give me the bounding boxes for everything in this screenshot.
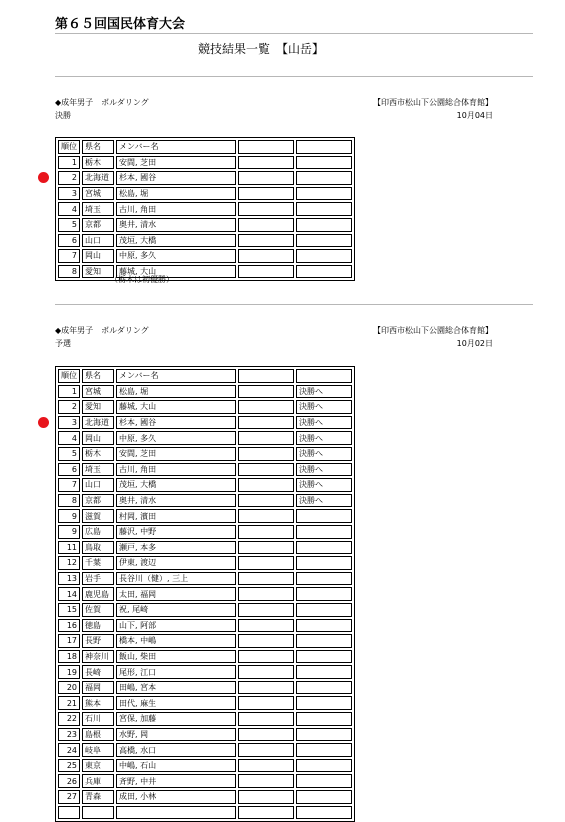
table-row	[58, 681, 352, 695]
prefecture-cell: 栃木	[82, 447, 114, 461]
table-row	[58, 385, 352, 399]
rank-cell: 14	[58, 587, 80, 601]
empty-cell	[238, 525, 294, 539]
table-row	[58, 556, 352, 570]
members-cell: 藤城, 大山	[116, 265, 236, 279]
note-cell	[296, 156, 352, 170]
column-header	[238, 140, 294, 154]
table-row	[58, 696, 352, 710]
column-header: 順位	[58, 140, 80, 154]
note-cell: 決勝へ	[296, 385, 352, 399]
note-cell	[296, 187, 352, 201]
rank-cell: 15	[58, 603, 80, 617]
members-cell: 安間, 芝田	[116, 156, 236, 170]
note-cell	[296, 806, 352, 820]
rank-cell	[58, 806, 80, 820]
members-cell: 古川, 角田	[116, 463, 236, 477]
table-row	[58, 572, 352, 586]
prefecture-cell: 島根	[82, 728, 114, 742]
prefecture-cell: 長野	[82, 634, 114, 648]
note-cell: 決勝へ	[296, 494, 352, 508]
final-results-table	[55, 137, 355, 281]
table-row	[58, 619, 352, 633]
members-cell: 田代, 麻生	[116, 696, 236, 710]
table-row	[58, 187, 352, 201]
note-cell: 決勝へ	[296, 463, 352, 477]
prefecture-cell: 長崎	[82, 665, 114, 679]
note-cell	[296, 202, 352, 216]
column-header	[296, 140, 352, 154]
table-row	[58, 431, 352, 445]
table-row	[58, 587, 352, 601]
empty-cell	[238, 806, 294, 820]
prefecture-cell	[82, 806, 114, 820]
table-row	[58, 447, 352, 461]
members-cell: 茂垣, 大橋	[116, 234, 236, 248]
note-cell	[296, 218, 352, 232]
header-row	[58, 140, 352, 154]
document-title: 第６５回国民体育大会	[55, 17, 186, 32]
rank-cell: 18	[58, 650, 80, 664]
rank-cell: 5	[58, 218, 80, 232]
note-cell: 決勝へ	[296, 416, 352, 430]
table-row	[58, 400, 352, 414]
rank-cell: 6	[58, 463, 80, 477]
empty-cell	[238, 728, 294, 742]
members-cell: 太田, 福岡	[116, 587, 236, 601]
highlight-marker	[38, 417, 49, 428]
members-cell: 水野, 岡	[116, 728, 236, 742]
note-cell	[296, 603, 352, 617]
table-row	[58, 650, 352, 664]
members-cell: 茂垣, 大橋	[116, 478, 236, 492]
empty-cell	[238, 603, 294, 617]
members-cell: 瀬戸, 本多	[116, 541, 236, 555]
prefecture-cell: 青森	[82, 790, 114, 804]
rank-cell: 19	[58, 665, 80, 679]
table-row	[58, 743, 352, 757]
note-cell	[296, 712, 352, 726]
column-header: 順位	[58, 369, 80, 383]
empty-cell	[238, 385, 294, 399]
prefecture-cell: 宮城	[82, 385, 114, 399]
empty-cell	[238, 774, 294, 788]
prefecture-cell: 愛知	[82, 400, 114, 414]
divider	[55, 304, 533, 305]
members-cell: 橋本, 中嶋	[116, 634, 236, 648]
empty-cell	[238, 619, 294, 633]
table-row	[58, 774, 352, 788]
members-cell: 杉本, 國谷	[116, 171, 236, 185]
rank-cell: 9	[58, 525, 80, 539]
note-cell	[296, 541, 352, 555]
table-row	[58, 218, 352, 232]
table-row	[58, 525, 352, 539]
prefecture-cell: 北海道	[82, 171, 114, 185]
members-cell: 松島, 堀	[116, 385, 236, 399]
rank-cell: 12	[58, 556, 80, 570]
prefecture-cell: 徳島	[82, 619, 114, 633]
prefecture-cell: 京都	[82, 494, 114, 508]
qual-round-label: 予選	[55, 339, 71, 348]
members-cell: 宮保, 加藤	[116, 712, 236, 726]
note-cell	[296, 696, 352, 710]
rank-cell: 2	[58, 171, 80, 185]
rank-cell: 22	[58, 712, 80, 726]
members-cell: 杉本, 國谷	[116, 416, 236, 430]
note-cell: 決勝へ	[296, 478, 352, 492]
members-cell: 奥井, 清水	[116, 218, 236, 232]
members-cell: 斉野, 中井	[116, 774, 236, 788]
empty-cell	[238, 743, 294, 757]
rank-cell: 17	[58, 634, 80, 648]
members-cell: 藤沢, 中野	[116, 525, 236, 539]
note-cell	[296, 619, 352, 633]
final-date: 10月04日	[456, 111, 493, 120]
note-cell	[296, 743, 352, 757]
prefecture-cell: 鳥取	[82, 541, 114, 555]
rank-cell: 9	[58, 509, 80, 523]
empty-cell	[238, 202, 294, 216]
highlight-marker	[38, 172, 49, 183]
note-cell	[296, 171, 352, 185]
note-cell	[296, 525, 352, 539]
rank-cell: 23	[58, 728, 80, 742]
empty-cell	[238, 634, 294, 648]
prefecture-cell: 鹿児島	[82, 587, 114, 601]
note-cell	[296, 759, 352, 773]
prefecture-cell: 石川	[82, 712, 114, 726]
header-row	[58, 369, 352, 383]
rank-cell: 13	[58, 572, 80, 586]
empty-cell	[238, 234, 294, 248]
prefecture-cell: 京都	[82, 218, 114, 232]
rank-cell: 1	[58, 156, 80, 170]
members-cell: 中原, 多久	[116, 249, 236, 263]
empty-cell	[238, 447, 294, 461]
note-cell	[296, 634, 352, 648]
members-cell: 松島, 堀	[116, 187, 236, 201]
rank-cell: 2	[58, 400, 80, 414]
divider	[55, 33, 533, 34]
prefecture-cell: 埼玉	[82, 202, 114, 216]
prefecture-cell: 愛知	[82, 265, 114, 279]
members-cell: 山下, 阿部	[116, 619, 236, 633]
qualifying-results-table	[55, 366, 355, 822]
prefecture-cell: 千葉	[82, 556, 114, 570]
table-row	[58, 603, 352, 617]
prefecture-cell: 佐賀	[82, 603, 114, 617]
qual-event-label: ◆成年男子 ボルダリング	[55, 326, 149, 335]
note-cell	[296, 265, 352, 279]
column-header: 県名	[82, 369, 114, 383]
prefecture-cell: 北海道	[82, 416, 114, 430]
prefecture-cell: 埼玉	[82, 463, 114, 477]
qual-venue: 【印西市松山下公園総合体育館】	[373, 326, 493, 335]
table-row	[58, 806, 352, 820]
empty-cell	[238, 463, 294, 477]
prefecture-cell: 宮城	[82, 187, 114, 201]
final-venue: 【印西市松山下公園総合体育館】	[373, 98, 493, 107]
rank-cell: 4	[58, 431, 80, 445]
rank-cell: 3	[58, 187, 80, 201]
prefecture-cell: 滋賀	[82, 509, 114, 523]
prefecture-cell: 福岡	[82, 681, 114, 695]
prefecture-cell: 東京	[82, 759, 114, 773]
empty-cell	[238, 478, 294, 492]
empty-cell	[238, 265, 294, 279]
column-header: メンバー名	[116, 369, 236, 383]
members-cell: 伊東, 渡辺	[116, 556, 236, 570]
members-cell: 藤城, 大山	[116, 400, 236, 414]
prefecture-cell: 栃木	[82, 156, 114, 170]
empty-cell	[238, 541, 294, 555]
empty-cell	[238, 494, 294, 508]
note-cell	[296, 728, 352, 742]
empty-cell	[238, 156, 294, 170]
table-row	[58, 202, 352, 216]
table-row	[58, 234, 352, 248]
rank-cell: 16	[58, 619, 80, 633]
members-cell: 尾形, 江口	[116, 665, 236, 679]
column-header: 県名	[82, 140, 114, 154]
prefecture-cell: 神奈川	[82, 650, 114, 664]
note-cell	[296, 774, 352, 788]
note-cell	[296, 556, 352, 570]
members-cell: 高橋, 水口	[116, 743, 236, 757]
table-row	[58, 463, 352, 477]
final-footnote: （栃木は初優勝）	[110, 275, 174, 284]
note-cell: 決勝へ	[296, 400, 352, 414]
rank-cell: 21	[58, 696, 80, 710]
page-subtitle: 競技結果一覧 【山岳】	[198, 42, 325, 56]
rank-cell: 26	[58, 774, 80, 788]
prefecture-cell: 岩手	[82, 572, 114, 586]
empty-cell	[238, 665, 294, 679]
qual-date: 10月02日	[456, 339, 493, 348]
prefecture-cell: 兵庫	[82, 774, 114, 788]
prefecture-cell: 岡山	[82, 431, 114, 445]
table-row	[58, 509, 352, 523]
rank-cell: 5	[58, 447, 80, 461]
note-cell	[296, 681, 352, 695]
note-cell	[296, 572, 352, 586]
members-cell: 古川, 角田	[116, 202, 236, 216]
prefecture-cell: 山口	[82, 478, 114, 492]
table-row	[58, 416, 352, 430]
members-cell: 祝, 尾崎	[116, 603, 236, 617]
members-cell: 安間, 芝田	[116, 447, 236, 461]
empty-cell	[238, 572, 294, 586]
empty-cell	[238, 416, 294, 430]
rank-cell: 20	[58, 681, 80, 695]
empty-cell	[238, 790, 294, 804]
rank-cell: 3	[58, 416, 80, 430]
note-cell	[296, 665, 352, 679]
note-cell	[296, 249, 352, 263]
column-header: メンバー名	[116, 140, 236, 154]
table-row	[58, 265, 352, 279]
table-row	[58, 634, 352, 648]
rank-cell: 11	[58, 541, 80, 555]
rank-cell: 8	[58, 265, 80, 279]
rank-cell: 6	[58, 234, 80, 248]
empty-cell	[238, 400, 294, 414]
note-cell: 決勝へ	[296, 447, 352, 461]
table-row	[58, 494, 352, 508]
empty-cell	[238, 431, 294, 445]
rank-cell: 7	[58, 249, 80, 263]
note-cell	[296, 234, 352, 248]
rank-cell: 27	[58, 790, 80, 804]
final-round-label: 決勝	[55, 111, 71, 120]
table-row	[58, 478, 352, 492]
empty-cell	[238, 681, 294, 695]
empty-cell	[238, 759, 294, 773]
rank-cell: 1	[58, 385, 80, 399]
empty-cell	[238, 509, 294, 523]
members-cell: 村岡, 濱田	[116, 509, 236, 523]
table-row	[58, 712, 352, 726]
prefecture-cell: 広島	[82, 525, 114, 539]
rank-cell: 4	[58, 202, 80, 216]
rank-cell: 7	[58, 478, 80, 492]
column-header	[296, 369, 352, 383]
members-cell: 飯山, 柴田	[116, 650, 236, 664]
table-row	[58, 665, 352, 679]
members-cell: 成田, 小林	[116, 790, 236, 804]
rank-cell: 25	[58, 759, 80, 773]
table-row	[58, 728, 352, 742]
empty-cell	[238, 187, 294, 201]
members-cell: 奥井, 清水	[116, 494, 236, 508]
table-row	[58, 790, 352, 804]
empty-cell	[238, 650, 294, 664]
table-row	[58, 171, 352, 185]
prefecture-cell: 岡山	[82, 249, 114, 263]
empty-cell	[238, 587, 294, 601]
members-cell: 中嶋, 石山	[116, 759, 236, 773]
members-cell: 中原, 多久	[116, 431, 236, 445]
note-cell: 決勝へ	[296, 431, 352, 445]
members-cell	[116, 806, 236, 820]
members-cell: 長谷川（健）, 三上	[116, 572, 236, 586]
empty-cell	[238, 712, 294, 726]
note-cell	[296, 790, 352, 804]
empty-cell	[238, 249, 294, 263]
divider	[55, 76, 533, 77]
empty-cell	[238, 171, 294, 185]
table-row	[58, 156, 352, 170]
empty-cell	[238, 556, 294, 570]
rank-cell: 24	[58, 743, 80, 757]
empty-cell	[238, 696, 294, 710]
prefecture-cell: 山口	[82, 234, 114, 248]
note-cell	[296, 650, 352, 664]
table-row	[58, 759, 352, 773]
final-event-label: ◆成年男子 ボルダリング	[55, 98, 149, 107]
table-row	[58, 249, 352, 263]
rank-cell: 8	[58, 494, 80, 508]
column-header	[238, 369, 294, 383]
table-row	[58, 541, 352, 555]
empty-cell	[238, 218, 294, 232]
note-cell	[296, 509, 352, 523]
prefecture-cell: 熊本	[82, 696, 114, 710]
prefecture-cell: 岐阜	[82, 743, 114, 757]
note-cell	[296, 587, 352, 601]
members-cell: 田嶋, 宮本	[116, 681, 236, 695]
